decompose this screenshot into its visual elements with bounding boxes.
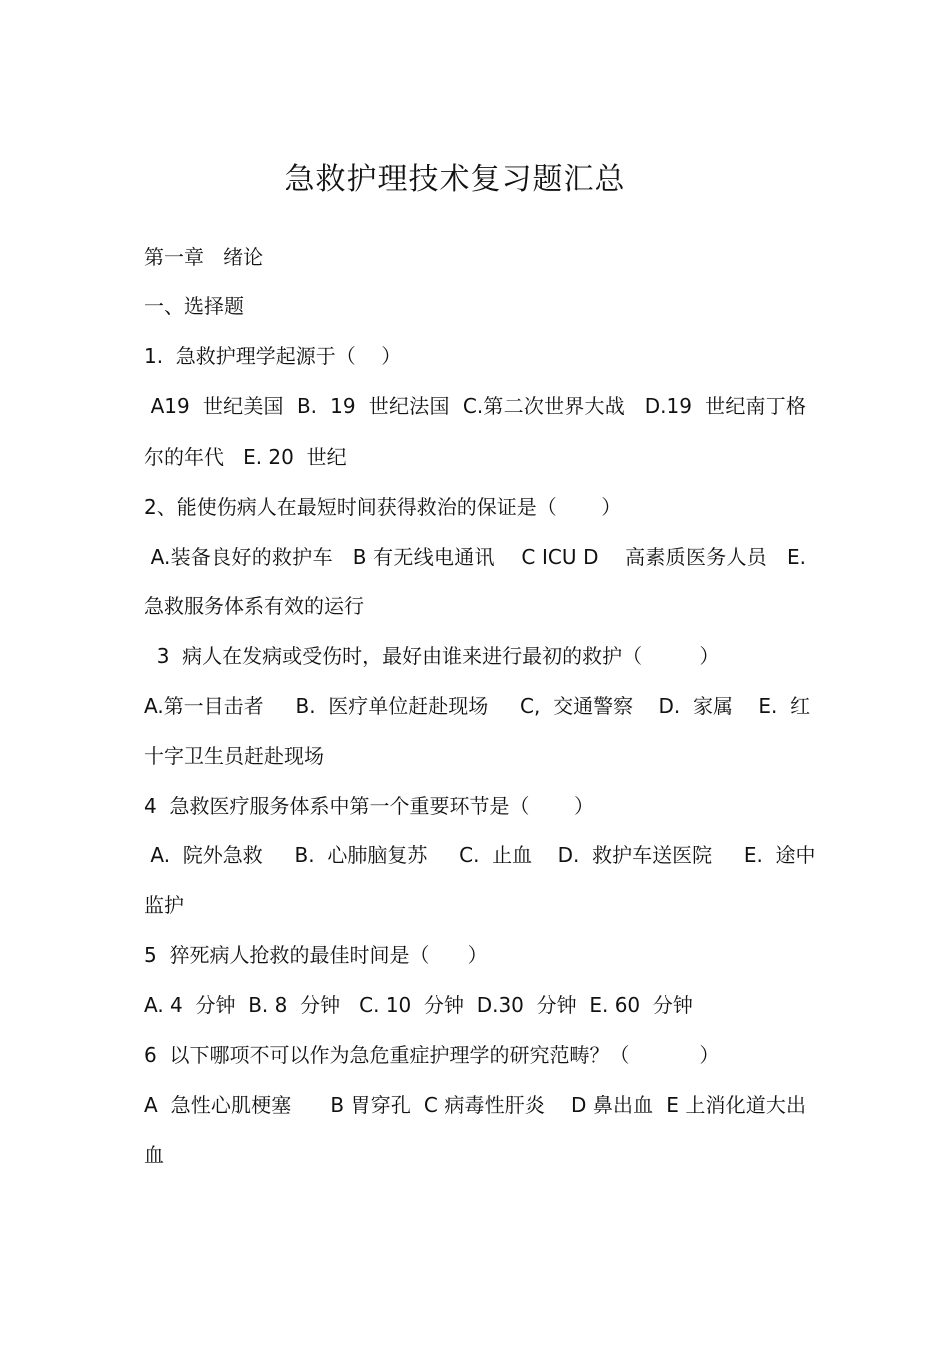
question-3: 3 病人在发病或受伤时，最好由谁来进行最初的救护（ ） xyxy=(144,644,720,668)
section-heading: 一、选择题 xyxy=(144,294,244,318)
question-1-options: A19 世纪美国 B. 19 世纪法国 C.第二次世界大战 D.19 世纪南丁格 xyxy=(144,394,806,418)
question-6: 6 以下哪项不可以作为急危重症护理学的研究范畴？（ ） xyxy=(144,1043,720,1067)
question-6-options-cont: 血 xyxy=(144,1143,164,1167)
question-5-options: A. 4 分钟 B. 8 分钟 C. 10 分钟 D.30 分钟 E. 60 分钟 xyxy=(144,993,693,1017)
question-4-options-cont: 监护 xyxy=(144,893,184,917)
question-5: 5 猝死病人抢救的最佳时间是（ ） xyxy=(144,943,488,967)
question-1: 1. 急救护理学起源于（ ） xyxy=(144,344,402,368)
question-3-options: A.第一目击者 B. 医疗单位赶赴现场 C, 交通警察 D. 家属 E. 红 xyxy=(144,694,811,718)
question-2-options: A.装备良好的救护车 B 有无线电通讯 C ICU D 高素质医务人员 E. xyxy=(144,545,806,569)
question-6-options: A 急性心肌梗塞 B 胃穿孔 C 病毒性肝炎 D 鼻出血 E 上消化道大出 xyxy=(144,1093,806,1117)
question-4-options: A. 院外急救 B. 心肺脑复苏 C. 止血 D. 救护车送医院 E. 途中 xyxy=(144,843,816,867)
question-2-options-cont: 急救服务体系有效的运行 xyxy=(144,594,364,618)
question-1-options-cont: 尔的年代 E. 20 世纪 xyxy=(144,445,347,469)
question-2: 2、能使伤病人在最短时间获得救治的保证是（ ） xyxy=(144,495,622,519)
question-4: 4 急救医疗服务体系中第一个重要环节是（ ） xyxy=(144,794,594,818)
question-3-options-cont: 十字卫生员赶赴现场 xyxy=(144,744,324,768)
chapter-heading: 第一章 绪论 xyxy=(144,245,264,269)
document-title: 急救护理技术复习题汇总 xyxy=(284,162,626,197)
